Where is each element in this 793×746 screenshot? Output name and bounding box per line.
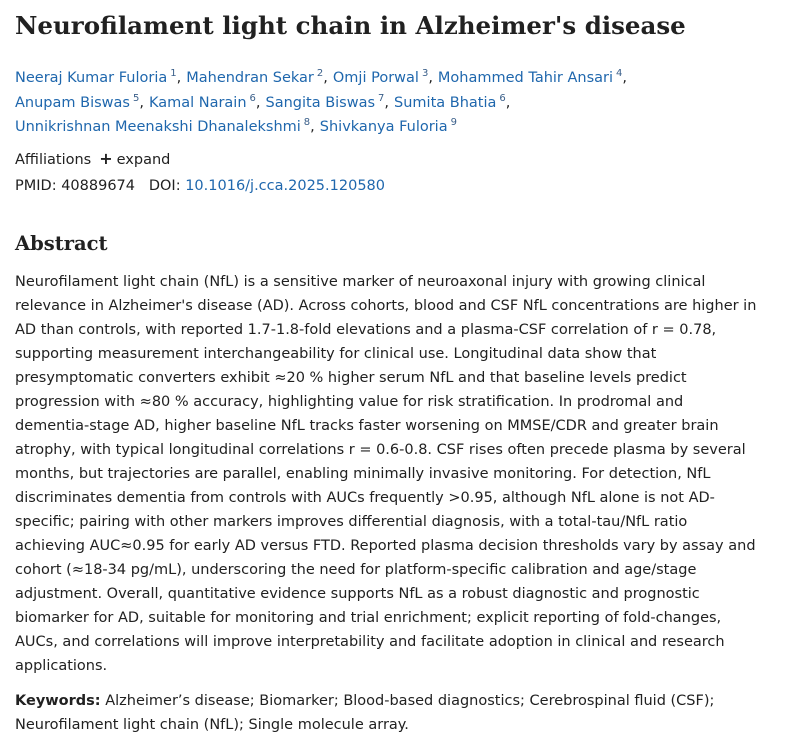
author-separator: ,: [139, 94, 144, 111]
abstract-line: AUCs, and correlations will improve interpretability and facilitate adoption in clinical and research: [15, 634, 725, 650]
abstract-line: progression with ≈80 % accuracy, highlighting value for risk stratification. In prodromal and: [15, 394, 684, 410]
author-separator: ,: [384, 94, 390, 111]
affiliation-number[interactable]: 9: [450, 117, 457, 128]
identifiers-row: [15, 175, 385, 197]
author-separator: ,: [310, 119, 315, 135]
author-separator: ,: [428, 70, 433, 86]
abstract-line: relevance in Alzheimer's disease (AD). Across cohorts, blood and CSF NfL concentrations are higher in: [15, 298, 757, 314]
author-link[interactable]: Mahendran Sekar: [186, 70, 314, 86]
author-link[interactable]: Shivkanya Fuloria: [319, 119, 448, 135]
affiliation-number[interactable]: 8: [303, 117, 311, 128]
affiliations-expand-button[interactable]: [99, 149, 171, 168]
abstract-line: achieving AUC≈0.95 for early AD versus FTD. Reported plasma decision thresholds vary by assay and: [15, 538, 756, 554]
abstract-line: dementia-stage AD, higher baseline NfL tracks faster worsening on MMSE/CDR and greater brain: [15, 418, 719, 434]
abstract-line: Neurofilament light chain (NfL) is a sensitive marker of neuroaxonal injury with growing clinical: [15, 274, 706, 290]
pmid-value: 40889674: [61, 178, 136, 194]
keywords: [15, 689, 755, 737]
affiliation-number[interactable]: 3: [421, 68, 429, 79]
abstract-line: atrophy, with typical longitudinal correlations r = 0.6-0.8. CSF rises often precede plasma by several: [15, 442, 746, 458]
author-separator: ,: [255, 94, 261, 111]
author-line: [15, 87, 755, 112]
doi-label: DOI:: [148, 178, 181, 194]
abstract-line: presymptomatic converters exhibit ≈20 % higher serum NfL and that baseline levels predict: [15, 370, 687, 386]
author-list: [15, 62, 755, 136]
keywords-label: Keywords:: [15, 693, 101, 709]
expand-label: expand: [116, 152, 171, 168]
pmid-label: PMID:: [15, 178, 57, 194]
abstract-line: applications.: [15, 658, 108, 674]
author-link[interactable]: Omji Porwal: [332, 70, 419, 86]
author-separator: ,: [176, 70, 182, 86]
abstract-line: months, but trajectories are parallel, enabling minimally invasive monitoring. For detection, NfL: [15, 466, 711, 482]
affiliations-label: Affiliations: [15, 152, 92, 168]
author-line: [15, 62, 755, 87]
doi-link[interactable]: 10.1016/j.cca.2025.120580: [185, 178, 385, 194]
author-separator: ,: [622, 70, 628, 86]
keywords-line-1: Alzheimer’s disease; Biomarker; Blood-based diagnostics; Cerebrospinal fluid (CSF);: [100, 693, 715, 709]
author-link[interactable]: Kamal Narain: [148, 94, 247, 111]
abstract-heading: Abstract: [15, 232, 108, 255]
affiliation-number[interactable]: 6: [499, 92, 506, 104]
affiliation-number[interactable]: 2: [316, 68, 324, 79]
abstract-line: biomarker for AD, suitable for monitoring and trial enrichment; explicit reporting of fold-changes,: [15, 610, 722, 626]
author-separator: ,: [505, 94, 511, 111]
affiliation-number[interactable]: 6: [249, 92, 256, 104]
affiliation-number[interactable]: 5: [132, 92, 140, 104]
affiliations-row: [15, 148, 170, 171]
abstract-line: adjustment. Overall, quantitative evidence supports NfL as a robust diagnostic and prognostic: [15, 586, 700, 602]
abstract-line: cohort (≈18-34 pg/mL), underscoring the need for platform-specific calibration and age/stage: [15, 562, 697, 578]
article-title: Neurofilament light chain in Alzheimer's disease: [15, 11, 686, 40]
author-link[interactable]: Mohammed Tahir Ansari: [437, 70, 614, 86]
author-link[interactable]: Sangita Biswas: [265, 94, 376, 111]
author-link[interactable]: Sumita Bhatia: [394, 94, 497, 111]
author-separator: ,: [323, 70, 328, 86]
author-link[interactable]: Anupam Biswas: [15, 94, 130, 111]
affiliation-number[interactable]: 7: [378, 92, 385, 104]
abstract-line: AD than controls, with reported 1.7-1.8-fold elevations and a plasma-CSF correlation of r = 0.78,: [15, 322, 717, 338]
abstract-line: discriminates dementia from controls with AUCs frequently >0.95, although NfL alone is not AD-: [15, 490, 715, 506]
author-link[interactable]: Unnikrishnan Meenakshi Dhanalekshmi: [15, 119, 301, 135]
affiliation-number[interactable]: 1: [170, 68, 177, 79]
plus-icon: +: [99, 149, 113, 168]
author-link[interactable]: Neeraj Kumar Fuloria: [15, 70, 168, 86]
affiliation-number[interactable]: 4: [616, 68, 623, 79]
abstract-line: supporting measurement interchangeability for clinical use. Longitudinal data show that: [15, 346, 657, 362]
abstract-line: specific; pairing with other markers improves differential diagnosis, with a total-tau/NfL ratio: [15, 514, 688, 530]
abstract-text: [15, 270, 755, 678]
keywords-line-2: Neurofilament light chain (NfL); Single molecule array.: [15, 717, 409, 733]
author-line: [15, 111, 755, 136]
